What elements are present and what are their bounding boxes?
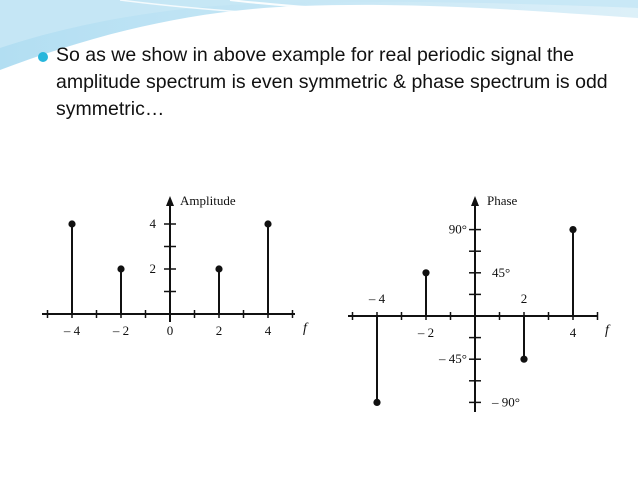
- amplitude-spectrum-chart: [42, 193, 309, 338]
- amplitude-x-label: f: [303, 321, 307, 336]
- y-tick-label: – 45°: [439, 351, 467, 367]
- x-tick-label: 4: [569, 325, 577, 340]
- x-tick-label: – 4: [63, 323, 81, 338]
- y-tick-label: 45°: [492, 264, 511, 280]
- bullet-text: So as we show in above example for real periodic signal the amplitude spectrum is even symmetric & phase spectrum is odd symmetric…: [56, 44, 608, 120]
- y-tick-label: 2: [149, 261, 156, 276]
- y-tick-label: 4: [149, 216, 156, 231]
- x-tick-label: – 2: [417, 325, 435, 340]
- phase-stem-dot: [373, 399, 380, 406]
- spectrum-figure: [0, 180, 638, 420]
- x-tick-label: – 4: [368, 291, 386, 306]
- y-axis-arrow-icon: [166, 196, 174, 206]
- x-tick-label: 2: [215, 323, 223, 338]
- bullet-point: [38, 42, 628, 123]
- phase-stem-dot: [569, 226, 576, 233]
- phase-x-label: f: [605, 323, 609, 338]
- y-tick-label: – 90°: [492, 394, 520, 410]
- x-tick-label: 0: [166, 323, 174, 338]
- x-tick-label: – 2: [112, 323, 130, 338]
- amplitude-stem-dot: [215, 265, 222, 272]
- x-tick-label: 2: [520, 291, 528, 306]
- phase-stem-dot: [520, 356, 527, 363]
- amplitude-stem-dot: [117, 265, 124, 272]
- phase-stem-dot: [422, 269, 429, 276]
- y-tick-label: 90°: [448, 221, 467, 237]
- amplitude-stem-dot: [68, 220, 75, 227]
- amplitude-title: Amplitude: [180, 193, 236, 208]
- amplitude-stem-dot: [264, 220, 271, 227]
- y-axis-arrow-icon: [471, 196, 479, 206]
- bullet-dot-icon: [38, 52, 48, 62]
- x-tick-label: 4: [264, 323, 272, 338]
- phase-title: Phase: [487, 193, 518, 208]
- phase-spectrum-chart: [348, 193, 611, 412]
